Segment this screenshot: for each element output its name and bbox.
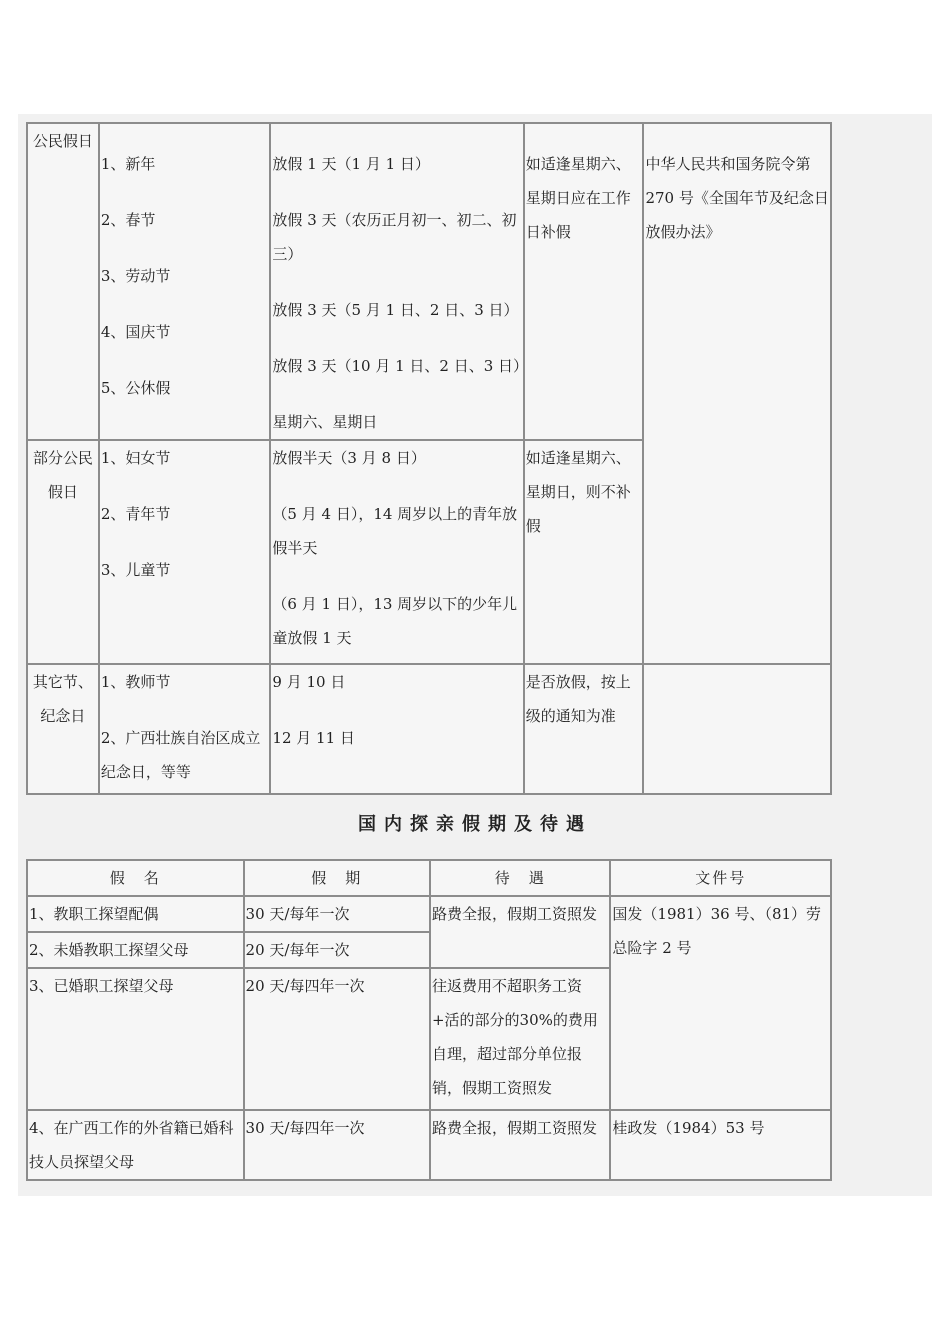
leave-treatment: 往返费用不超职务工资+活的部分的30%的费用自理，超过部分单位报销，假期工资照发 [430, 968, 610, 1110]
duration-text: 放假 3 天（农历正月初一、初二、初三） [272, 211, 517, 263]
note-cell [524, 123, 644, 440]
category-cell [27, 664, 99, 794]
list-item: 1、教师节 [100, 673, 171, 691]
items-cell [99, 123, 271, 440]
duration-text: 放假 1 天（1 月 1 日） [272, 155, 430, 173]
source-cell [643, 664, 831, 794]
list-item: 5、公休假 [100, 379, 171, 397]
holiday-table [26, 122, 832, 795]
column-header: 待 遇 [430, 860, 610, 896]
source-cell [643, 123, 831, 664]
note-cell [524, 440, 644, 664]
list-item: 2、春节 [100, 211, 156, 229]
table-row [27, 123, 831, 440]
family-leave-table [26, 859, 832, 1181]
note-text: 是否放假，按上级的通知为准 [525, 673, 631, 725]
duration-cell [270, 440, 523, 664]
items-cell [99, 664, 271, 794]
table-row [27, 896, 831, 932]
section-title: 国内探亲假期及待遇 [358, 814, 592, 835]
list-item: 1、新年 [100, 155, 156, 173]
source-text: 中华人民共和国务院令第 270 号《全国年节及纪念日放假办法》 [645, 155, 829, 241]
duration-text: 12 月 11 日 [272, 729, 355, 747]
duration-text: 放假 3 天（5 月 1 日、2 日、3 日） [272, 301, 519, 319]
duration-text: 9 月 10 日 [272, 673, 346, 691]
leave-treatment: 路费全报，假期工资照发 [430, 896, 610, 968]
table-row [27, 1110, 831, 1180]
items-cell [99, 440, 271, 664]
category-label: 公民假日 [32, 132, 93, 150]
duration-cell [270, 664, 523, 794]
category-label: 部分公民假日 [32, 449, 93, 501]
column-header: 假 名 [27, 860, 244, 896]
list-item: 2、青年节 [100, 505, 171, 523]
leave-name: 1、教职工探望配偶 [27, 896, 244, 932]
list-item: 4、国庆节 [100, 323, 171, 341]
note-text: 如适逢星期六、星期日应在工作日补假 [525, 155, 631, 241]
note-cell [524, 664, 644, 794]
duration-text: 放假 3 天（10 月 1 日、2 日、3 日） [272, 357, 529, 375]
category-cell [27, 440, 99, 664]
duration-cell [270, 123, 529, 440]
leave-treatment: 路费全报，假期工资照发 [430, 1110, 610, 1180]
leave-doc: 国发（1981）36 号、（81）劳总险字 2 号 [610, 896, 831, 1110]
duration-text: 星期六、星期日 [272, 413, 378, 431]
leave-name: 4、在广西工作的外省籍已婚科技人员探望父母 [27, 1110, 244, 1180]
category-cell [27, 123, 99, 440]
duration-text: 放假半天（3 月 8 日） [272, 449, 426, 467]
note-text: 如适逢星期六、星期日，则不补假 [525, 449, 631, 535]
leave-name: 3、已婚职工探望父母 [27, 968, 244, 1110]
duration-text: （6 月 1 日），13 周岁以下的少年儿童放假 1 天 [272, 595, 518, 647]
list-item: 3、儿童节 [100, 561, 171, 579]
leave-period: 30 天/每年一次 [244, 896, 430, 932]
list-item: 2、广西壮族自治区成立纪念日，等等 [100, 729, 261, 781]
leave-period: 20 天/每年一次 [244, 932, 430, 968]
list-item: 1、妇女节 [100, 449, 171, 467]
leave-period: 20 天/每四年一次 [244, 968, 430, 1110]
header-row [27, 860, 831, 896]
table-row [27, 664, 831, 794]
duration-text: （5 月 4 日），14 周岁以上的青年放假半天 [272, 505, 518, 557]
leave-period: 30 天/每四年一次 [244, 1110, 430, 1180]
column-header: 文件号 [610, 860, 831, 896]
column-header: 假 期 [244, 860, 430, 896]
leave-name: 2、未婚教职工探望父母 [27, 932, 244, 968]
leave-doc: 桂政发（1984）53 号 [610, 1110, 831, 1180]
category-label: 其它节、纪念日 [32, 673, 93, 725]
list-item: 3、劳动节 [100, 267, 171, 285]
